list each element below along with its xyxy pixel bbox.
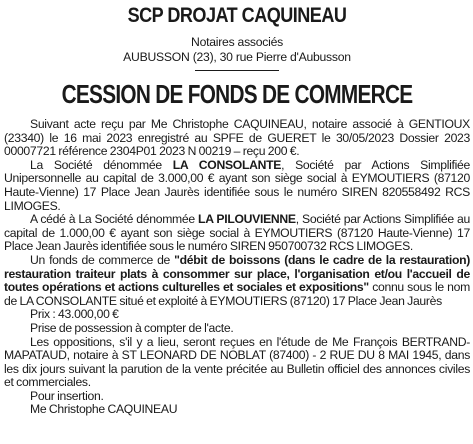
firm-name: SCP DROJAT CAQUINEAU [127,4,347,27]
buyer-pre: A cédé à La Société dénommée [30,212,199,227]
buyer-name: LA PILOUVIENNE [198,212,296,227]
paragraph-business [4,254,470,308]
seller-pre: La Société dénommée [30,157,173,172]
paragraph-intro: Suivant acte reçu par Me Christophe CAQUINEAU, notaire associé à GENTIOUX (23340) le 16 mai 2023 enregistré au SPFE de GUERET le 30/05/2023 Dossier 2023 00007721 référence 2304P01 2023 N 00219 – reçu 200 €. [4,117,470,159]
paragraph-price: Prix : 43.000,00 € [30,307,119,322]
firm-address: AUBUSSON (23), 30 rue Pierre d'Aubusson [123,49,351,64]
paragraph-insertion: Pour insertion. [30,388,104,403]
notice-title: CESSION DE FONDS DE COMMERCE [61,79,413,109]
paragraph-oppositions: Les oppositions, s'il y a lieu, seront reçues en l'étude de Me François BERTRAND-MAPATAUD, notaire à ST LEONARD DE NOBLAT (87400) - 2 RUE DU 8 MAI 1945, dans les dix jours suivant la parution de la vente précitée au Bulletin officiel des annonces civiles et commerciales. [4,334,470,390]
paragraph-seller [4,159,470,213]
paragraph-signature: Me Christophe CAQUINEAU [30,402,178,417]
paragraph-possession: Prise de possession à compter de l'acte. [30,320,234,335]
seller-post: , Société par Actions Simplifiée Unipersonnelle au capital de 3.000,00 € ayant son siège social à EYMOUTIERS (87120 Haute-Vienne) 17 Place Jean Jaurès identifiée sous le numéro SIREN 820558492 RCS LIMOGES. [4,157,470,213]
firm-role: Notaires associés [191,35,283,49]
business-pre: Un fonds de commerce de [30,252,175,267]
seller-name: LA CONSOLANTE [172,157,282,172]
notice-body [4,118,470,417]
divider-top [195,70,279,71]
business-post: connu sous le nom de LA CONSOLANTE situé et exploité à EYMOUTIERS (87120) 17 Place Jean Jaurès [4,280,470,308]
business-activity: "débit de boissons (dans le cadre de la restauration) restauration traiteur plats à consommer sur place, l'organisation et/ou l'accueil de toutes opérations et actions culturelles et sociales et expositions" [4,252,470,295]
buyer-post: , Société par Actions Simplifiée au capital de 1.000,00 € ayant son siège social à EYMOUTIERS (87120 Haute-Vienne) 17 Place Jean Jaurès identifiée sous le numéro SIREN 950700732 RCS LIMOGES. [4,212,470,254]
paragraph-buyer [4,213,470,254]
